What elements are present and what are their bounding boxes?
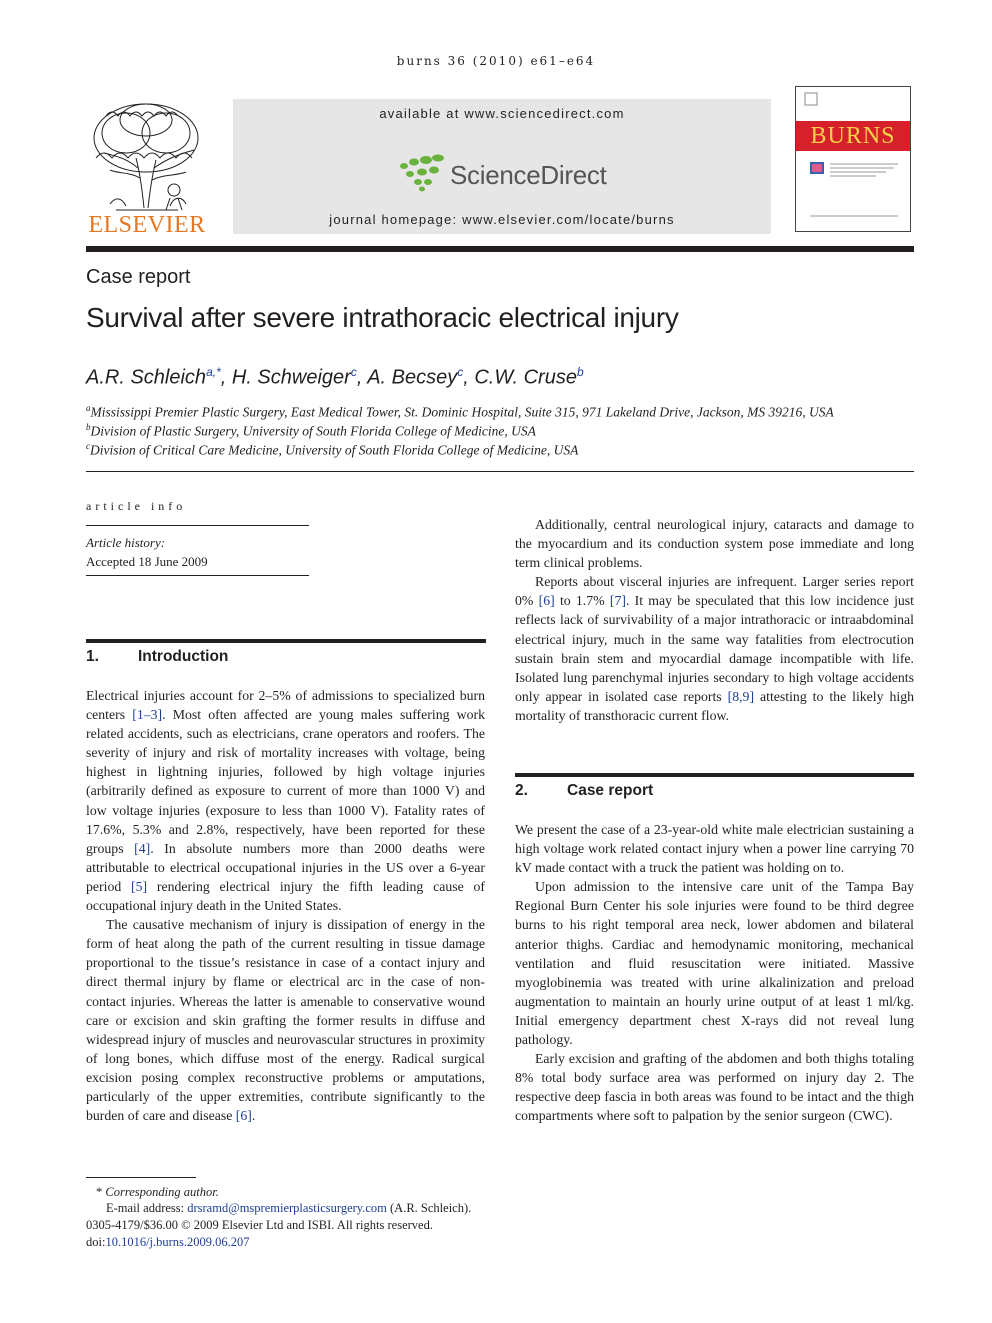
affiliation-text: Division of Plastic Surgery, University of South Florida College of Medicine, USA [90, 423, 536, 439]
paragraph: Additionally, central neurological injury, cataracts and damage to the myocardium and its conduction system pose immediate and long term clinical problems. [515, 517, 914, 571]
author-name: A.R. Schleich [86, 366, 207, 389]
author-name: A. Becsey [367, 366, 458, 389]
cover-publisher-icon [804, 92, 818, 106]
author-name: H. Schweiger [231, 366, 351, 389]
citation-link[interactable]: [1–3] [132, 707, 163, 723]
introduction-body [86, 686, 485, 1125]
issn-copyright: 0305-4179/$36.00 © 2009 Elsevier Ltd and ISBI. All rights reserved. [86, 1218, 433, 1232]
affiliation-c [86, 441, 578, 459]
doi-label: doi: [86, 1235, 106, 1249]
affiliations-rule [86, 471, 914, 472]
author-list [86, 365, 584, 390]
author-separator: , [220, 366, 232, 389]
citation-link[interactable]: [4] [134, 840, 151, 856]
doi-link[interactable]: 10.1016/j.burns.2009.06.207 [105, 1235, 250, 1249]
citation-link[interactable]: [6] [235, 1108, 252, 1124]
corresponding-label: Corresponding author. [105, 1185, 219, 1199]
cover-title: BURNS [796, 121, 910, 151]
affiliation-text: Division of Critical Care Medicine, University of South Florida College of Medicine, USA [90, 442, 579, 458]
affiliation-marker: c [86, 441, 90, 451]
paragraph: Electrical injuries account for 2–5% of admissions to specialized burn centers [1–3]. Most often affected are young males suffering work related accidents, such as electricians, crane operators and roofers. The severity of injury and risk of mortality increases with voltage, being highest in lightning injuries, followed by high voltage injuries (arbitrarily defined as exposure to current of more than 1000 V) and low voltage injuries (exposure to less than 1000 V). Fatality rates of 17.6%, 5.3% and 2.8%, respectively, have been reported for these groups [4]. In absolute numbers more than 2000 deaths were attributable to electrical occupational injuries in the US over a 6-year period [5] rendering electrical injury the fifth leading cause of occupational injury death in the United States. [86, 688, 486, 914]
doi-line [86, 1235, 250, 1250]
paragraph: Upon admission to the intensive care unit of the Tampa Bay Regional Burn Center his sole injuries were found to be third degree burns to his right temporal area neck, lower abdomen and bilateral anterior thighs. Cardiac and hemodynamic monitoring, mechanical ventilation and fluid resuscitation were initiated. Massive myoglobinemia was treated with urine alkalinization and preload augmentation to maintain an hourly urine output of at least 1 ml/kg. Initial emergency department chest X-rays did not reveal lung pathology. [515, 879, 914, 1048]
email-link[interactable]: drsramd@mspremierplasticsurgery.com [187, 1201, 387, 1215]
section-title-introduction: Introduction [138, 648, 229, 665]
email-line [106, 1201, 471, 1216]
section-rule [515, 773, 914, 777]
article-info-rule-top [86, 525, 309, 526]
author-name: C.W. Cruse [474, 366, 577, 389]
case-report-body [515, 820, 914, 1126]
journal-reference: burns 36 (2010) e61–e64 [396, 54, 596, 68]
section-rule [86, 639, 486, 643]
email-suffix: (A.R. Schleich). [386, 1201, 472, 1215]
article-history-label: Article history: [86, 535, 166, 550]
cover-society-logo [806, 160, 902, 220]
citation-link[interactable]: [5] [131, 878, 148, 894]
sciencedirect-wordmark: ScienceDirect [450, 160, 607, 190]
footnote-rule [86, 1177, 196, 1178]
paragraph: The causative mechanism of injury is dissipation of energy in the form of heat along the path of the current resulting in tissue damage proportional to the tissue’s resistance in case of a contact injury and direct thermal injury by flame or electrical arc in the case of non-contact injuries. Whereas the latter is amenable to conservative wound care or excision and skin grafting the former results in diffuse and widespread injury of muscles and neurovascular structures in proximity of long bones, which diffuse most of the energy. Radical surgical excision posing complex reconstructive problems or amputations, particularly of the upper extremities, contribute significantly to the burden of care and disease [6]. [86, 917, 485, 1124]
citation-link[interactable]: [6] [538, 593, 555, 609]
paragraph: Early excision and grafting of the abdomen and both thighs totaling 8% total body surface area was performed on injury day 2. The respective deep fascia in both areas was found to be intact and the thigh compartments where soft to palpation by the senior surgeon (CWC). [515, 1051, 914, 1124]
available-at-text: available at www.sciencedirect.com [379, 106, 625, 121]
article-type-label: Case report [86, 266, 191, 288]
elsevier-wordmark: ELSEVIER [88, 212, 206, 238]
footnote-marker: * [96, 1185, 103, 1199]
author-separator: , [356, 366, 368, 389]
sciencedirect-dots-icon [398, 154, 446, 192]
affiliation-b [86, 422, 536, 440]
citation-link[interactable]: [7] [609, 593, 626, 609]
section-number: 2. [515, 782, 528, 799]
journal-homepage-text: journal homepage: www.elsevier.com/locate/burns [329, 212, 675, 227]
affiliation-text: Mississippi Premier Plastic Surgery, East Medical Tower, St. Dominic Hospital, Suite 315, 971 Lakeland Drive, Jackson, MS 39216, USA [90, 404, 834, 420]
author-affiliation-marker[interactable]: c [350, 365, 357, 379]
article-title: Survival after severe intrathoracic electrical injury [86, 302, 679, 333]
affiliation-marker: a [86, 403, 91, 413]
right-column-body [515, 515, 914, 725]
affiliation-marker: b [86, 422, 91, 432]
paragraph: Reports about visceral injuries are infrequent. Larger series report 0% [6] to 1.7% [7]. It may be speculated that this low incidence just reflects lack of survivability of a major intrathoracic or intraabdominal electrical injury, much in the same way fatalities from electrocution sustain brain stem and myocardial damage incompatible with life. Isolated lung parenchymal injuries secondary to high voltage accidents only appear in isolated case reports [8,9] attesting to the likely high mortality of transthoracic current flow. [515, 574, 915, 723]
author-affiliation-marker[interactable]: a,* [206, 365, 221, 379]
header-rule [86, 246, 914, 252]
author-affiliation-marker[interactable]: c [457, 365, 464, 379]
section-number: 1. [86, 648, 99, 665]
citation-link[interactable]: [8,9] [727, 688, 755, 704]
section-title-case-report: Case report [567, 782, 654, 799]
article-info-heading: article info [86, 499, 187, 513]
author-separator: , [463, 366, 475, 389]
author-affiliation-marker[interactable]: b [576, 365, 584, 379]
affiliation-a [86, 403, 834, 421]
email-label: E-mail address: [106, 1201, 188, 1215]
accepted-date: Accepted 18 June 2009 [86, 554, 208, 569]
corresponding-author-note [96, 1185, 219, 1200]
article-info-rule-bottom [86, 575, 309, 576]
paragraph: We present the case of a 23-year-old white male electrician sustaining a high voltage work related contact injury when a power line carrying 70 kV made contact with a truck the patient was holding on to. [515, 822, 914, 876]
